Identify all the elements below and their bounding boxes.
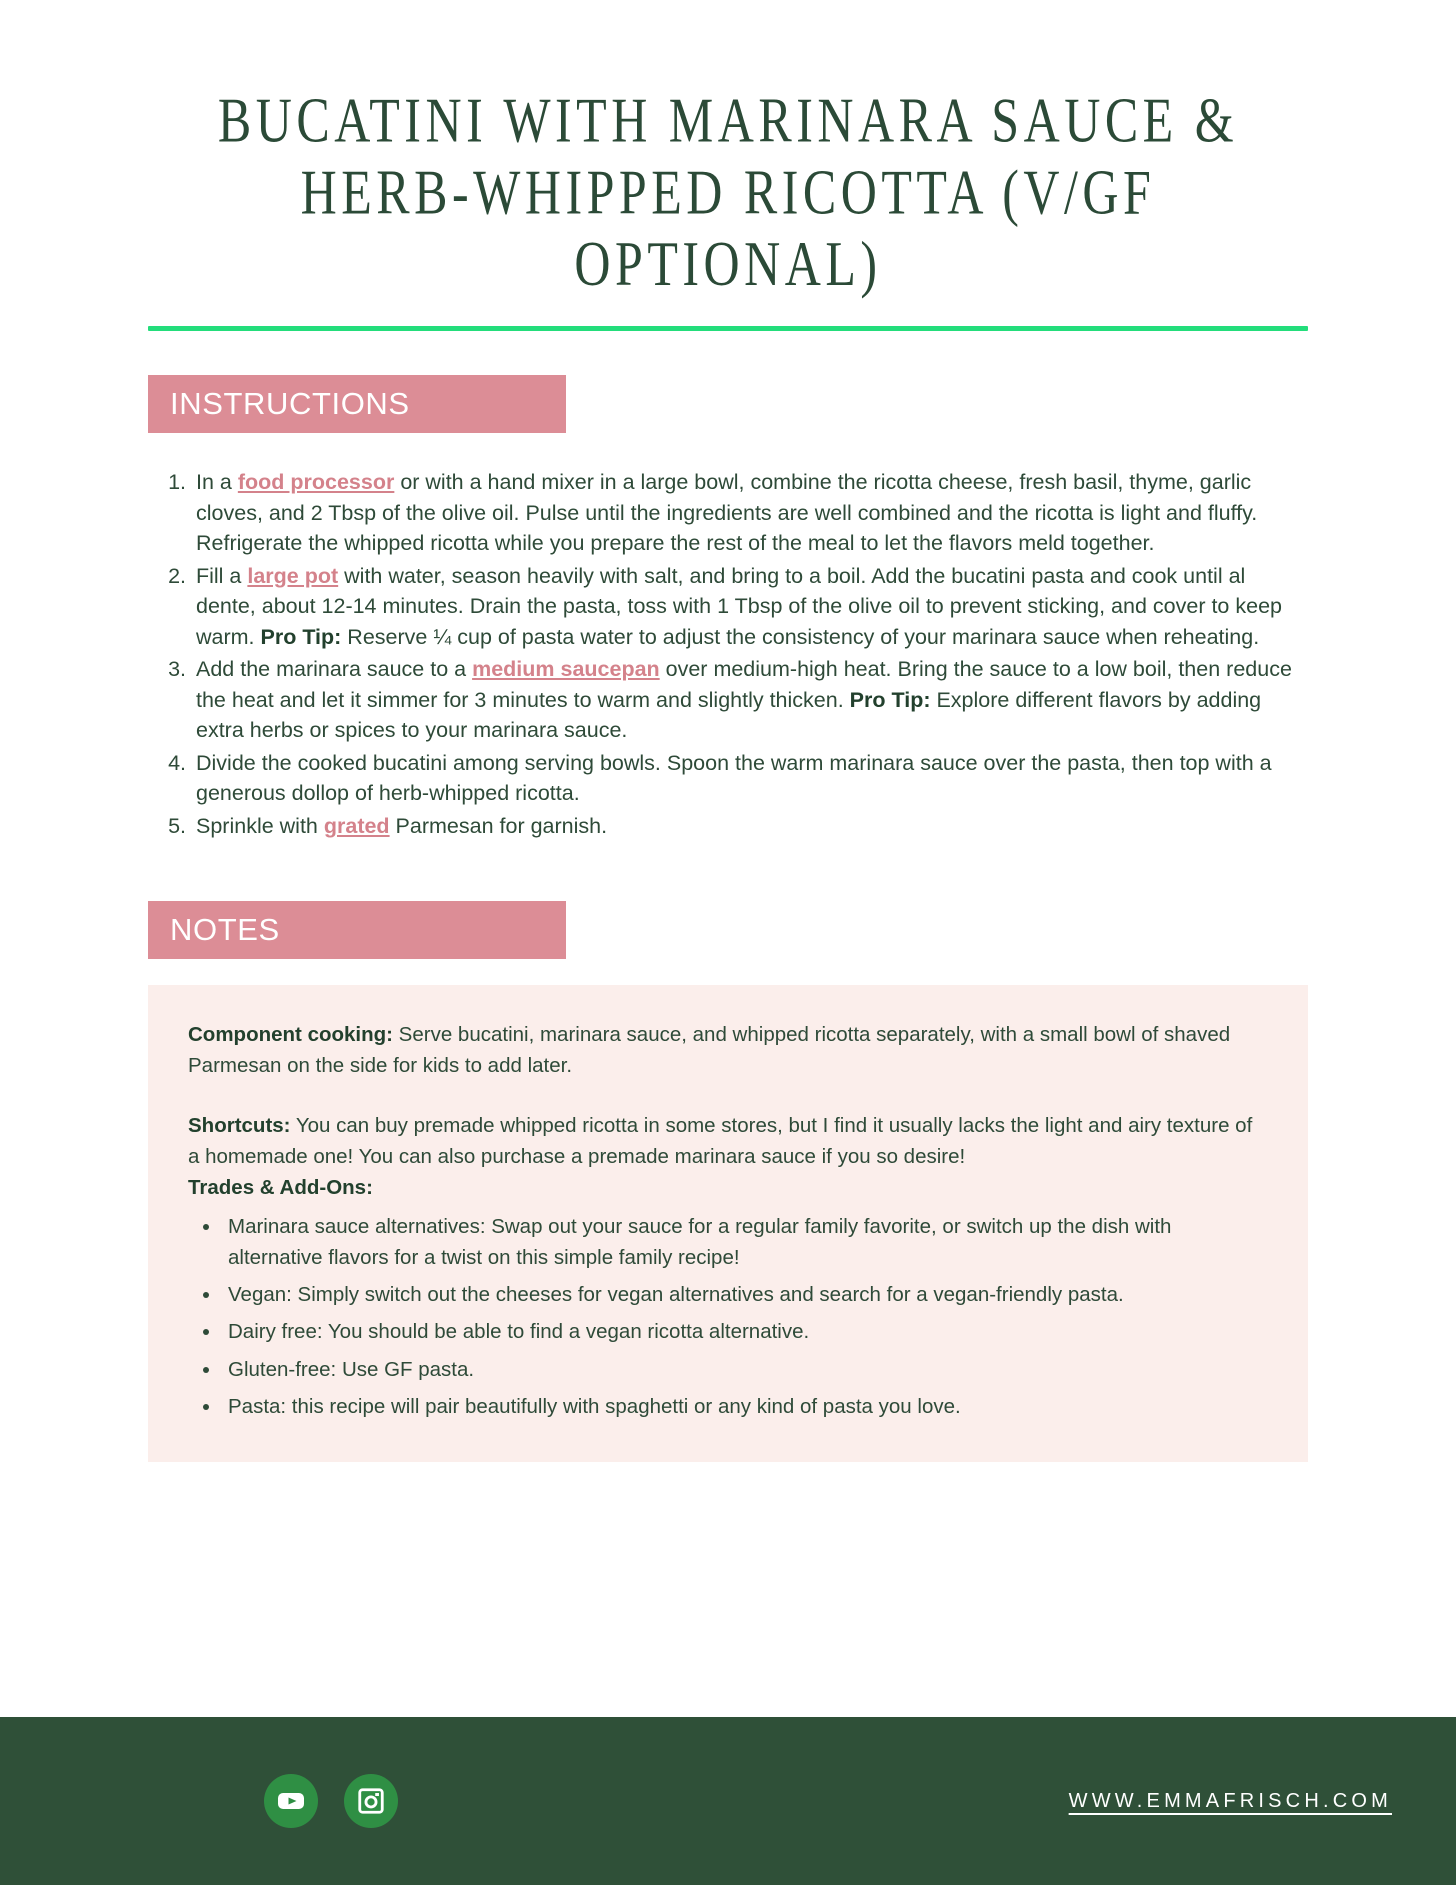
instructions-list bbox=[148, 467, 1308, 841]
instruction-step bbox=[192, 561, 1308, 653]
youtube-icon[interactable] bbox=[264, 1774, 318, 1828]
inline-text: over medium-high heat. Bring the sauce to a low boil, then reduce the heat and let it simmer for 3 minutes to warm and slightly thicken. bbox=[196, 657, 1292, 712]
trades-block bbox=[188, 1172, 1268, 1422]
notes-box bbox=[148, 985, 1308, 1462]
instruction-step bbox=[192, 811, 1308, 842]
page-title: BUCATINI WITH MARINARA SAUCE & HERB-WHIPPED RICOTTA (V/GF OPTIONAL) bbox=[217, 84, 1239, 300]
note-paragraph bbox=[188, 1110, 1268, 1172]
inline-text: Parmesan for garnish. bbox=[389, 813, 608, 838]
inline-text: In a bbox=[196, 470, 238, 494]
inline-text: with water, season heavily with salt, and bring to a boil. Add the bucatini pasta and cook until al dente, about 12-14 minutes. Drain the pasta, toss with 1 Tbsp of the olive oil to prevent sticking, and cover to keep warm. bbox=[196, 563, 1282, 649]
instagram-icon[interactable] bbox=[344, 1774, 398, 1828]
trade-item: • Pasta: this recipe will pair beautifully with spaghetti or any kind of pasta you love. bbox=[222, 1391, 1268, 1422]
inline-emphasis: Pro Tip: bbox=[260, 624, 342, 649]
page-footer bbox=[0, 1717, 1456, 1885]
instruction-step bbox=[192, 467, 1308, 559]
title-section bbox=[0, 0, 1456, 300]
inline-emphasis: Pro Tip: bbox=[849, 687, 931, 712]
inline-link[interactable]: food processor bbox=[237, 470, 395, 494]
inline-text: Explore different flavors by adding extra herbs or spices to your marinara sauce. bbox=[196, 687, 1262, 743]
inline-emphasis: Component cooking: bbox=[188, 1023, 393, 1047]
trades-list bbox=[188, 1211, 1268, 1422]
inline-text: Reserve ¼ cup of pasta water to adjust the consistency of your marinara sauce when reheating. bbox=[341, 624, 1260, 649]
title-divider bbox=[148, 326, 1308, 331]
trade-item: • Dairy free: You should be able to find a vegan ricotta alternative. bbox=[222, 1316, 1268, 1347]
notes-paragraphs bbox=[188, 1019, 1268, 1172]
instruction-step bbox=[192, 748, 1308, 809]
inline-link[interactable]: grated bbox=[323, 813, 390, 838]
notes-section-banner bbox=[148, 901, 566, 959]
social-links bbox=[264, 1774, 398, 1828]
website-url[interactable]: WWW.EMMAFRISCH.COM bbox=[1068, 1789, 1392, 1812]
inline-text: Add the marinara sauce to a bbox=[196, 657, 473, 682]
inline-text: Sprinkle with bbox=[196, 813, 324, 838]
inline-emphasis: Shortcuts: bbox=[188, 1113, 291, 1137]
trade-item: • Marinara sauce alternatives: Swap out your sauce for a regular family favorite, or switch up the dish with alternative flavors for a twist on this simple family recipe! bbox=[222, 1211, 1268, 1273]
trade-item: • Vegan: Simply switch out the cheeses for vegan alternatives and search for a vegan-friendly pasta. bbox=[222, 1279, 1268, 1310]
notes-section-label: NOTES bbox=[170, 912, 280, 948]
trades-heading: Trades & Add-Ons: bbox=[188, 1175, 373, 1199]
inline-text: Serve bucatini, marinara sauce, and whipped ricotta separately, with a small bowl of shaved Parmesan on the side for kids to add later. bbox=[188, 1023, 1231, 1078]
inline-link[interactable]: medium saucepan bbox=[472, 657, 660, 682]
note-paragraph bbox=[188, 1019, 1268, 1081]
inline-text: or with a hand mixer in a large bowl, combine the ricotta cheese, fresh basil, thyme, garlic cloves, and 2 Tbsp of the olive oil. Pulse until the ingredients are well combined and the ricotta is light and fluffy. Refrigerate the whipped ricotta while you prepare the rest of the meal to let the flavors meld together. bbox=[196, 470, 1258, 556]
inline-link[interactable]: large pot bbox=[247, 563, 339, 588]
inline-text: Fill a bbox=[196, 563, 248, 588]
inline-text: You can buy premade whipped ricotta in some stores, but I find it usually lacks the light and airy texture of a homemade one! You can also purchase a premade marinara sauce if you so desire! bbox=[188, 1113, 1253, 1168]
trade-item: • Gluten-free: Use GF pasta. bbox=[222, 1354, 1268, 1385]
instruction-step bbox=[192, 654, 1308, 746]
instructions-section-banner bbox=[148, 375, 566, 433]
instructions-section-label: INSTRUCTIONS bbox=[170, 386, 410, 421]
inline-text: Divide the cooked bucatini among serving bowls. Spoon the warm marinara sauce over the pasta, then top with a generous dollop of herb-whipped ricotta. bbox=[196, 750, 1272, 806]
